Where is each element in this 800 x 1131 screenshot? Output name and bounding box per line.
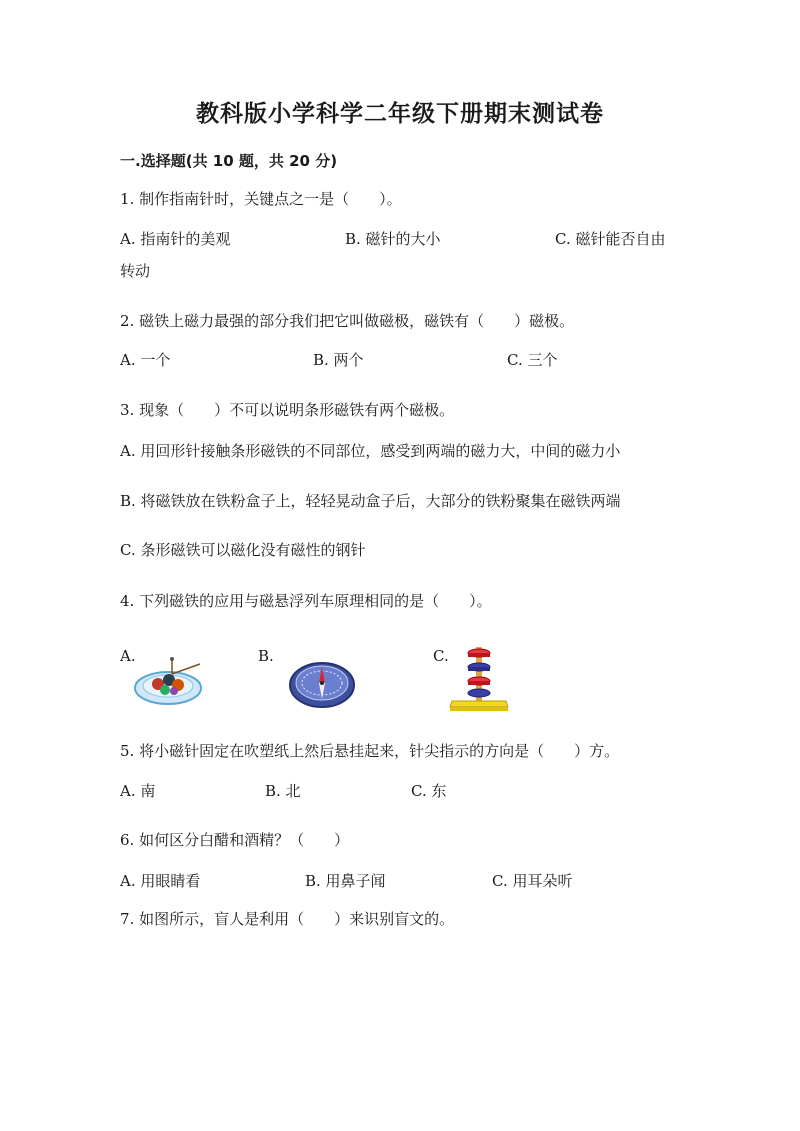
- question-3-option-b[interactable]: B. 将磁铁放在铁粉盒子上，轻轻晃动盒子后，大部分的铁粉聚集在磁铁两端: [120, 492, 621, 510]
- question-3-stem: 3. 现象（ ）不可以说明条形磁铁有两个磁极。: [120, 401, 455, 419]
- question-1-option-c[interactable]: C. 磁针能否自由: [555, 230, 666, 248]
- page-title: 教科版小学科学二年级下册期末测试卷: [196, 101, 604, 127]
- question-5-stem: 5. 将小磁针固定在吹塑纸上然后悬挂起来，针尖指示的方向是（ ）方。: [120, 742, 620, 760]
- question-2-stem: 2. 磁铁上磁力最强的部分我们把它叫做磁极，磁铁有（ ）磁极。: [120, 312, 575, 330]
- question-1-option-a[interactable]: A. 指南针的美观: [120, 230, 231, 248]
- question-5-option-b[interactable]: B. 北: [265, 782, 301, 800]
- ring-tower-icon: [448, 643, 510, 713]
- question-6-option-b[interactable]: B. 用鼻子闻: [305, 872, 386, 890]
- question-2-option-c[interactable]: C. 三个: [507, 351, 558, 369]
- question-4-option-b[interactable]: B.: [258, 647, 274, 665]
- question-2-option-a[interactable]: A. 一个: [120, 351, 171, 369]
- question-3-option-a[interactable]: A. 用回形针接触条形磁铁的不同部位，感受到两端的磁力大，中间的磁力小: [120, 442, 621, 460]
- question-1-option-c-wrap: 转动: [120, 262, 151, 280]
- question-6-stem: 6. 如何区分白醋和酒精？（ ）: [120, 831, 350, 849]
- question-6-option-c[interactable]: C. 用耳朵听: [492, 872, 573, 890]
- question-2-option-b[interactable]: B. 两个: [313, 351, 364, 369]
- question-4-stem: 4. 下列磁铁的应用与磁悬浮列车原理相同的是（ ）。: [120, 592, 492, 610]
- compass-icon: [287, 652, 357, 712]
- toy-plate-icon: [132, 650, 207, 710]
- question-5-option-c[interactable]: C. 东: [411, 782, 447, 800]
- question-7-stem: 7. 如图所示，盲人是利用（ ）来识别盲文的。: [120, 910, 455, 928]
- question-5-option-a[interactable]: A. 南: [120, 782, 156, 800]
- question-1-option-b[interactable]: B. 磁针的大小: [345, 230, 441, 248]
- question-1-stem: 1. 制作指南针时，关键点之一是（ ）。: [120, 190, 402, 208]
- question-3-option-c[interactable]: C. 条形磁铁可以磁化没有磁性的钢针: [120, 541, 366, 559]
- question-6-option-a[interactable]: A. 用眼睛看: [120, 872, 201, 890]
- section-heading: 一.选择题(共 10 题，共 20 分): [120, 152, 338, 170]
- question-4-option-c[interactable]: C.: [433, 647, 449, 665]
- question-4-option-a[interactable]: A.: [120, 647, 136, 665]
